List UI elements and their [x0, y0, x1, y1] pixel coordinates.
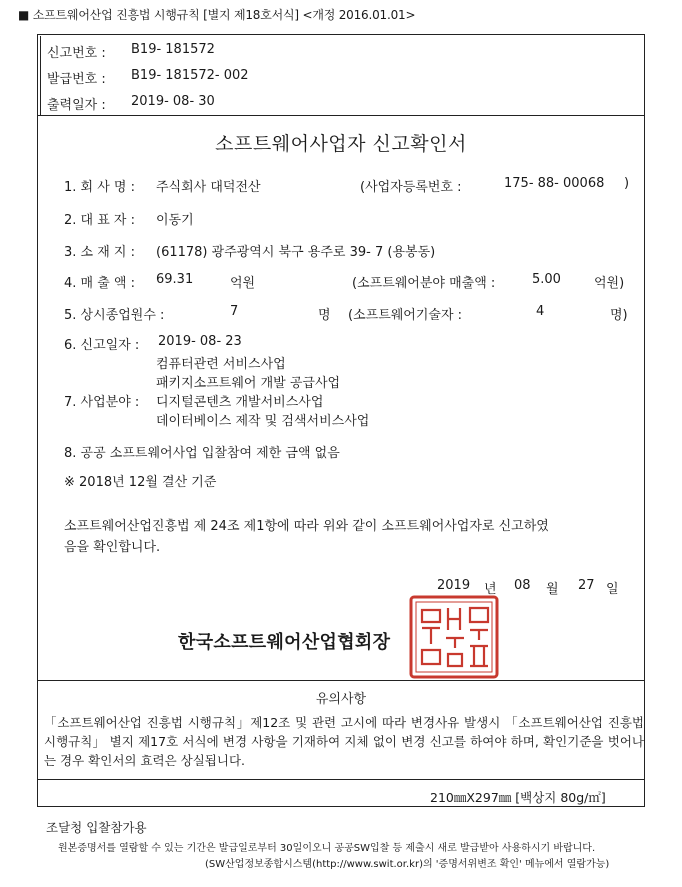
document-title: 소프트웨어사업자 신고확인서 [215, 133, 467, 155]
sw-sales-value: 5.00 [532, 272, 561, 287]
notice-text: 「소프트웨어산업 진흥법 시행규칙」제12조 및 관련 고시에 따라 변경사유 발생시 「소프트웨어산업 진흥법 시행규칙」 별지 제17호 서식에 변경 사항을 기재하여 지체 없이 변경 신고를 하여야 하며, 확인기준을 벗어나는 경우 확인서의 효력은 상실됩니다. [44, 715, 644, 768]
rep-name: 이동기 [156, 213, 194, 228]
business-field-1: 컴퓨터관련 서비스사업 [156, 357, 286, 372]
bizno-label: (사업자등록번호 : [360, 180, 462, 195]
issue-no: B19- 181572- 002 [131, 68, 249, 83]
address-label: 3. 소 재 지 : [64, 245, 135, 260]
report-no: B19- 181572 [131, 42, 215, 57]
issue-month: 08 [514, 578, 531, 593]
issue-day: 27 [578, 578, 595, 593]
public-bid-limit: 8. 공공 소프트웨어사업 입찰참여 제한 금액 없음 [64, 446, 340, 461]
footer-notice-1: 원본증명서를 열람할 수 있는 기간은 발급일로부터 30일이오니 공공SW입찰 등 제출시 새로 발급받아 사용하시기 바랍니다. [58, 843, 596, 854]
sw-sales-label: (소프트웨어분야 매출액 : [352, 276, 496, 291]
issue-year: 2019 [437, 578, 471, 593]
form-header: ■ 소프트웨어산업 진흥법 시행규칙 [별지 제18호서식] <개정 2016.01.01> [18, 8, 416, 22]
rep-label: 2. 대 표 자 : [64, 213, 135, 228]
confirmation-text-2: 음을 확인합니다. [64, 540, 161, 555]
sw-staff-label: (소프트웨어기술자 : [348, 308, 463, 323]
staff-label: 5. 상시종업원수 : [64, 308, 165, 323]
sales-value: 69.31 [156, 272, 194, 287]
meta-inner-line [40, 36, 41, 115]
business-field-label: 7. 사업분야 : [64, 395, 140, 410]
print-date-label: 출력일자 : [47, 98, 106, 113]
address: (61178) 광주광역시 북구 용주로 39- 7 (용봉동) [156, 245, 436, 260]
business-field-2: 패키지소프트웨어 개발 공급사업 [156, 376, 341, 391]
footer-purpose: 조달청 입찰참가용 [46, 820, 147, 835]
business-field-3: 디지털콘텐츠 개발서비스사업 [156, 395, 324, 410]
footer-notice-2: (SW산업정보종합시스템(http://www.swit.or.kr)의 '증명서위변조 확인' 메뉴에서 열람가능) [205, 859, 610, 870]
divider-meta [37, 115, 645, 116]
company-label: 1. 회 사 명 : [64, 180, 135, 195]
notice-title: 유의사항 [315, 692, 367, 707]
confirmation-text-1: 소프트웨어산업진흥법 제 24조 제1항에 따라 위와 같이 소프트웨어사업자로 신고하였 [64, 519, 549, 534]
sales-unit: 억원 [230, 276, 256, 291]
company-name: 주식회사 대덕전산 [156, 180, 261, 195]
print-date: 2019- 08- 30 [131, 94, 215, 109]
issue-month-unit: 월 [546, 582, 559, 597]
issue-day-unit: 일 [606, 582, 619, 597]
sw-sales-unit: 억원) [594, 276, 625, 291]
staff-value: 7 [230, 304, 239, 319]
business-field-4: 데이터베이스 제작 및 검색서비스사업 [156, 414, 370, 429]
bizno: 175- 88- 00068 [504, 176, 605, 191]
sw-staff-unit: 명) [610, 308, 628, 323]
issue-year-unit: 년 [484, 582, 497, 597]
divider-notice [37, 680, 645, 681]
bizno-close: ) [624, 176, 630, 191]
report-date-label: 6. 신고일자 : [64, 338, 140, 353]
sales-label: 4. 매 출 액 : [64, 276, 135, 291]
issue-no-label: 발급번호 : [47, 72, 106, 87]
staff-unit: 명 [318, 308, 331, 323]
report-date: 2019- 08- 23 [158, 334, 242, 349]
settlement-note: ※ 2018년 12월 결산 기준 [64, 475, 217, 490]
divider-paper [37, 779, 645, 780]
issuer-name: 한국소프트웨어산업협회장 [178, 632, 391, 653]
official-seal [408, 594, 500, 680]
paper-spec: 210㎜X297㎜ [백상지 80g/㎡] [430, 790, 606, 805]
sw-staff-value: 4 [536, 304, 545, 319]
report-no-label: 신고번호 : [47, 46, 106, 61]
